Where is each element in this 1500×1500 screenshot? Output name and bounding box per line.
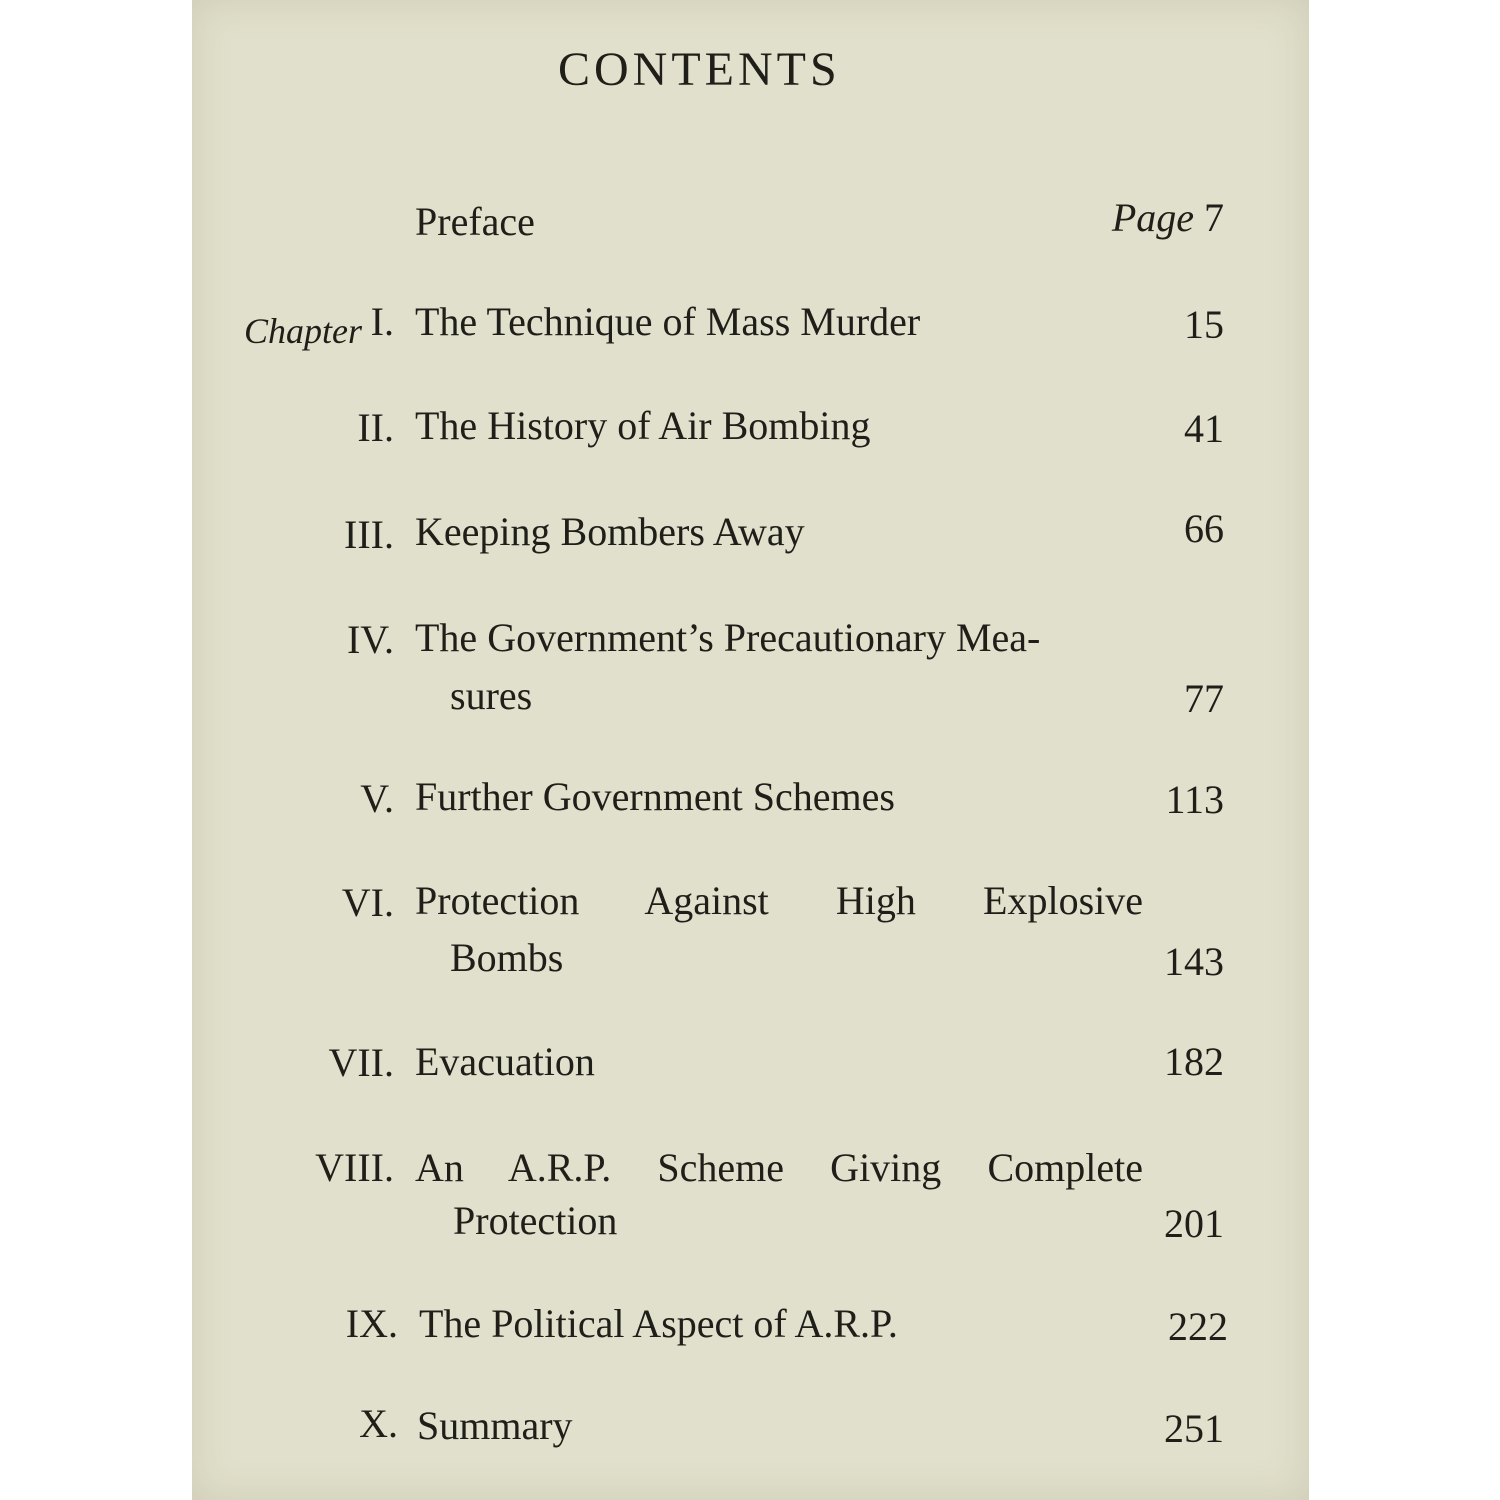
chapter-numeral: III.	[344, 512, 394, 557]
page-title: CONTENTS	[558, 43, 841, 96]
chapter-title: Evacuation	[415, 1039, 595, 1084]
chapter-numeral: IV.	[346, 617, 394, 662]
chapter-title: Summary	[417, 1403, 573, 1448]
chapter-page: 113	[1165, 777, 1224, 822]
chapter-title: Further Government Schemes	[415, 774, 895, 819]
chapter-page: 201	[1164, 1201, 1224, 1246]
chapter-numeral: II.	[357, 405, 394, 450]
chapter-page: 41	[1184, 406, 1224, 451]
chapter-numeral: X.	[359, 1401, 398, 1446]
chapter-title-continued: Protection	[453, 1198, 618, 1243]
chapter-title: An A.R.P. Scheme Giving Complete	[415, 1145, 1143, 1190]
chapter-title-continued: sures	[450, 673, 533, 718]
chapter-page: 15	[1184, 302, 1224, 347]
chapter-page: 66	[1184, 506, 1224, 551]
chapter-title: Keeping Bombers Away	[415, 509, 805, 554]
chapter-title: The Political Aspect of A.R.P.	[419, 1301, 898, 1346]
chapter-page: 143	[1164, 939, 1224, 984]
chapter-page: 222	[1168, 1304, 1228, 1349]
chapter-title: The History of Air Bombing	[415, 403, 871, 448]
chapter-title: The Government’s Precautionary Mea-	[415, 615, 1041, 660]
chapter-title: The Technique of Mass Murder	[415, 299, 921, 344]
chapter-numeral: IX.	[345, 1301, 398, 1346]
chapter-title-continued: Bombs	[450, 935, 564, 980]
preface-label: Preface	[415, 199, 535, 244]
preface-page-number: 7	[1204, 195, 1224, 240]
chapter-page: 251	[1164, 1406, 1224, 1451]
chapter-numeral: V.	[360, 776, 394, 821]
chapter-title: Protection Against High Explosive	[415, 878, 1143, 923]
preface-page	[1112, 194, 1224, 241]
chapter-numeral: I.	[370, 299, 394, 344]
chapter-word: Chapter	[244, 311, 363, 351]
chapter-page: 182	[1164, 1039, 1224, 1084]
chapter-page: 77	[1184, 676, 1224, 721]
chapter-numeral: VI.	[341, 880, 394, 925]
chapter-numeral: VIII.	[315, 1145, 394, 1190]
chapter-numeral: VII.	[328, 1040, 394, 1085]
page-word: Page	[1111, 195, 1194, 240]
